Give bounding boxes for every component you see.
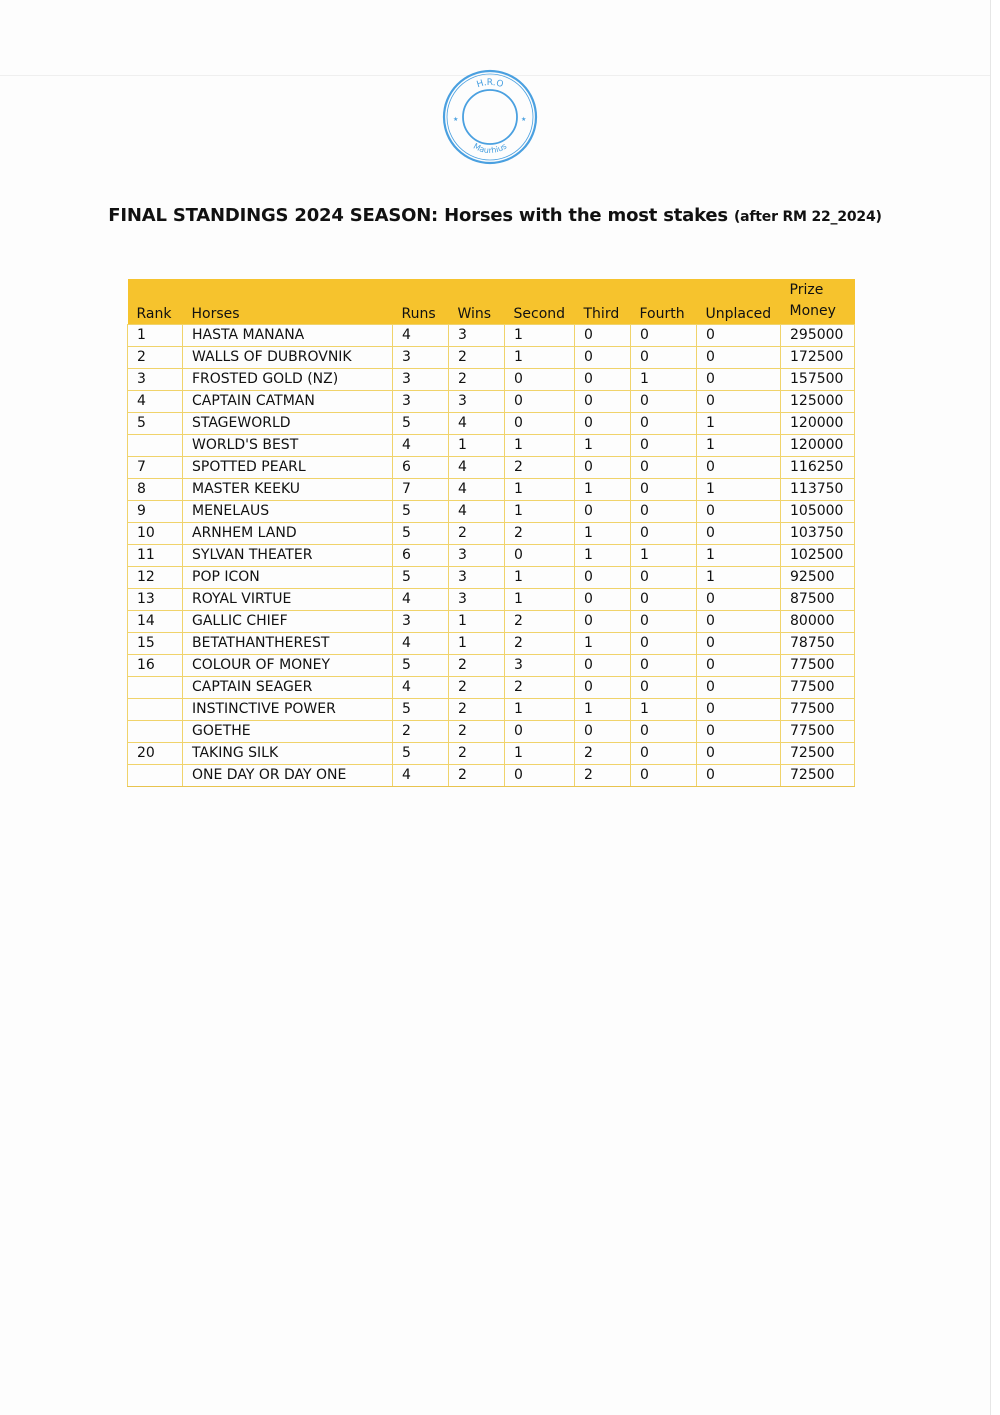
cell-prize-money: 87500 [781,589,855,611]
cell-horse: ARNHEM LAND [183,523,393,545]
cell-unplaced: 1 [697,435,781,457]
cell-second: 0 [505,545,575,567]
cell-horse: SPOTTED PEARL [183,457,393,479]
cell-unplaced: 0 [697,347,781,369]
table-row [128,347,855,369]
cell-rank: 12 [128,567,183,589]
cell-fourth: 0 [631,743,697,765]
cell-third: 0 [575,325,631,347]
cell-runs: 4 [393,435,449,457]
cell-horse: TAKING SILK [183,743,393,765]
cell-horse: HASTA MANANA [183,325,393,347]
cell-second: 1 [505,325,575,347]
cell-prize-money: 72500 [781,765,855,787]
table-row [128,501,855,523]
cell-horse: COLOUR OF MONEY [183,655,393,677]
table-row [128,633,855,655]
cell-runs: 3 [393,369,449,391]
cell-unplaced: 0 [697,765,781,787]
title-suffix: (after RM 22_2024) [733,209,882,225]
cell-fourth: 0 [631,435,697,457]
cell-prize-money: 125000 [781,391,855,413]
cell-third: 0 [575,501,631,523]
cell-horse: ONE DAY OR DAY ONE [183,765,393,787]
table-row [128,325,855,347]
cell-runs: 4 [393,677,449,699]
cell-third: 1 [575,523,631,545]
cell-horse: STAGEWORLD [183,413,393,435]
cell-wins: 2 [449,743,505,765]
cell-runs: 6 [393,457,449,479]
table-row [128,457,855,479]
cell-second: 1 [505,589,575,611]
cell-rank [128,677,183,699]
cell-unplaced: 0 [697,611,781,633]
cell-runs: 5 [393,743,449,765]
cell-rank: 5 [128,413,183,435]
cell-third: 0 [575,611,631,633]
cell-unplaced: 0 [697,391,781,413]
cell-third: 1 [575,435,631,457]
cell-runs: 4 [393,589,449,611]
cell-second: 1 [505,435,575,457]
cell-runs: 5 [393,655,449,677]
cell-horse: CAPTAIN SEAGER [183,677,393,699]
cell-runs: 4 [393,325,449,347]
cell-second: 1 [505,743,575,765]
cell-rank: 16 [128,655,183,677]
table-row [128,545,855,567]
cell-fourth: 0 [631,479,697,501]
cell-prize-money: 103750 [781,523,855,545]
cell-second: 2 [505,611,575,633]
cell-runs: 3 [393,611,449,633]
cell-third: 1 [575,633,631,655]
col-header-second: Second [505,279,575,325]
cell-unplaced: 0 [697,325,781,347]
cell-runs: 4 [393,765,449,787]
cell-horse: MENELAUS [183,501,393,523]
table-row [128,677,855,699]
cell-fourth: 0 [631,501,697,523]
cell-second: 1 [505,567,575,589]
table-row [128,369,855,391]
cell-unplaced: 0 [697,633,781,655]
cell-fourth: 0 [631,457,697,479]
cell-second: 2 [505,523,575,545]
cell-horse: GALLIC CHIEF [183,611,393,633]
hro-seal-stamp [440,67,540,167]
cell-second: 1 [505,501,575,523]
cell-third: 2 [575,765,631,787]
cell-fourth: 0 [631,655,697,677]
cell-rank: 20 [128,743,183,765]
cell-runs: 4 [393,633,449,655]
cell-second: 0 [505,369,575,391]
table-row [128,699,855,721]
cell-wins: 4 [449,501,505,523]
cell-prize-money: 120000 [781,435,855,457]
cell-unplaced: 1 [697,567,781,589]
cell-unplaced: 0 [697,589,781,611]
cell-wins: 2 [449,765,505,787]
cell-prize-money: 77500 [781,655,855,677]
cell-runs: 5 [393,567,449,589]
cell-rank: 3 [128,369,183,391]
cell-prize-money: 72500 [781,743,855,765]
cell-prize-money: 92500 [781,567,855,589]
cell-unplaced: 0 [697,501,781,523]
table-row [128,523,855,545]
cell-rank [128,765,183,787]
col-header-fourth: Fourth [631,279,697,325]
cell-prize-money: 120000 [781,413,855,435]
cell-fourth: 0 [631,567,697,589]
cell-second: 0 [505,765,575,787]
col-header-runs: Runs [393,279,449,325]
standings-body [128,325,855,787]
cell-third: 0 [575,655,631,677]
cell-fourth: 1 [631,369,697,391]
table-row [128,567,855,589]
table-row [128,721,855,743]
cell-third: 1 [575,479,631,501]
standings-table [127,279,855,787]
cell-wins: 1 [449,435,505,457]
cell-rank: 2 [128,347,183,369]
cell-second: 2 [505,633,575,655]
cell-unplaced: 0 [697,655,781,677]
cell-fourth: 0 [631,523,697,545]
page-title [0,205,990,226]
cell-wins: 3 [449,391,505,413]
header-row [128,279,855,325]
cell-wins: 4 [449,413,505,435]
table-row [128,479,855,501]
table-row [128,655,855,677]
cell-wins: 2 [449,655,505,677]
cell-wins: 2 [449,347,505,369]
cell-runs: 5 [393,699,449,721]
cell-fourth: 0 [631,347,697,369]
cell-prize-money: 77500 [781,721,855,743]
cell-horse: CAPTAIN CATMAN [183,391,393,413]
cell-rank: 14 [128,611,183,633]
cell-third: 0 [575,391,631,413]
cell-second: 0 [505,413,575,435]
cell-unplaced: 0 [697,457,781,479]
cell-horse: BETATHANTHEREST [183,633,393,655]
table-row [128,435,855,457]
cell-second: 1 [505,699,575,721]
cell-rank: 8 [128,479,183,501]
svg-text:Maurhius: Maurhius [471,141,509,156]
cell-fourth: 0 [631,413,697,435]
cell-third: 0 [575,721,631,743]
cell-second: 0 [505,721,575,743]
table-row [128,743,855,765]
prize-header-line1: Prize [789,282,824,298]
cell-rank: 4 [128,391,183,413]
cell-wins: 3 [449,325,505,347]
cell-unplaced: 1 [697,413,781,435]
cell-prize-money: 116250 [781,457,855,479]
cell-horse: WALLS OF DUBROVNIK [183,347,393,369]
cell-runs: 5 [393,523,449,545]
cell-rank: 15 [128,633,183,655]
table-row [128,413,855,435]
cell-third: 0 [575,369,631,391]
title-main: FINAL STANDINGS 2024 SEASON: Horses with the most stakes [108,205,728,226]
cell-wins: 3 [449,545,505,567]
cell-runs: 2 [393,721,449,743]
cell-rank: 11 [128,545,183,567]
cell-third: 0 [575,413,631,435]
cell-fourth: 0 [631,765,697,787]
cell-second: 1 [505,479,575,501]
cell-runs: 3 [393,391,449,413]
prize-header-line2: Money [789,303,836,319]
cell-second: 3 [505,655,575,677]
cell-wins: 2 [449,721,505,743]
cell-horse: GOETHE [183,721,393,743]
cell-rank: 10 [128,523,183,545]
cell-rank: 7 [128,457,183,479]
cell-runs: 5 [393,501,449,523]
cell-runs: 7 [393,479,449,501]
table-row [128,765,855,787]
cell-rank: 9 [128,501,183,523]
cell-fourth: 0 [631,677,697,699]
cell-horse: MASTER KEEKU [183,479,393,501]
cell-horse: WORLD'S BEST [183,435,393,457]
cell-unplaced: 0 [697,677,781,699]
cell-wins: 4 [449,479,505,501]
cell-wins: 2 [449,523,505,545]
cell-prize-money: 295000 [781,325,855,347]
cell-prize-money: 102500 [781,545,855,567]
cell-fourth: 1 [631,699,697,721]
cell-unplaced: 0 [697,721,781,743]
table-row [128,391,855,413]
cell-horse: ROYAL VIRTUE [183,589,393,611]
cell-fourth: 0 [631,721,697,743]
cell-rank [128,699,183,721]
cell-wins: 4 [449,457,505,479]
cell-prize-money: 77500 [781,677,855,699]
cell-runs: 3 [393,347,449,369]
cell-fourth: 1 [631,545,697,567]
cell-unplaced: 0 [697,369,781,391]
svg-text:★: ★ [453,116,459,123]
cell-wins: 2 [449,699,505,721]
cell-horse: POP ICON [183,567,393,589]
svg-text:★: ★ [521,116,527,123]
cell-prize-money: 113750 [781,479,855,501]
cell-unplaced: 1 [697,545,781,567]
cell-prize-money: 77500 [781,699,855,721]
cell-unplaced: 0 [697,523,781,545]
cell-prize-money: 80000 [781,611,855,633]
cell-rank [128,435,183,457]
cell-third: 0 [575,567,631,589]
cell-unplaced: 1 [697,479,781,501]
cell-third: 1 [575,699,631,721]
cell-rank [128,721,183,743]
cell-unplaced: 0 [697,743,781,765]
cell-third: 2 [575,743,631,765]
table-row [128,589,855,611]
cell-prize-money: 78750 [781,633,855,655]
col-header-prize-money [781,279,855,325]
cell-third: 0 [575,677,631,699]
cell-horse: FROSTED GOLD (NZ) [183,369,393,391]
cell-prize-money: 157500 [781,369,855,391]
cell-third: 1 [575,545,631,567]
cell-fourth: 0 [631,325,697,347]
svg-text:H.R.O: H.R.O [475,77,505,91]
col-header-unplaced: Unplaced [697,279,781,325]
cell-wins: 1 [449,611,505,633]
table-row [128,611,855,633]
cell-fourth: 0 [631,633,697,655]
cell-runs: 5 [393,413,449,435]
cell-horse: INSTINCTIVE POWER [183,699,393,721]
col-header-third: Third [575,279,631,325]
cell-second: 1 [505,347,575,369]
cell-horse: SYLVAN THEATER [183,545,393,567]
cell-second: 2 [505,457,575,479]
cell-second: 2 [505,677,575,699]
cell-wins: 2 [449,677,505,699]
cell-third: 0 [575,589,631,611]
cell-rank: 13 [128,589,183,611]
cell-wins: 2 [449,369,505,391]
col-header-wins: Wins [449,279,505,325]
cell-fourth: 0 [631,589,697,611]
cell-wins: 1 [449,633,505,655]
cell-wins: 3 [449,589,505,611]
cell-fourth: 0 [631,391,697,413]
cell-third: 0 [575,347,631,369]
cell-unplaced: 0 [697,699,781,721]
cell-second: 0 [505,391,575,413]
cell-fourth: 0 [631,611,697,633]
cell-rank: 1 [128,325,183,347]
cell-third: 0 [575,457,631,479]
cell-prize-money: 172500 [781,347,855,369]
cell-runs: 6 [393,545,449,567]
cell-prize-money: 105000 [781,501,855,523]
col-header-horses: Horses [183,279,393,325]
col-header-rank: Rank [128,279,183,325]
cell-wins: 3 [449,567,505,589]
